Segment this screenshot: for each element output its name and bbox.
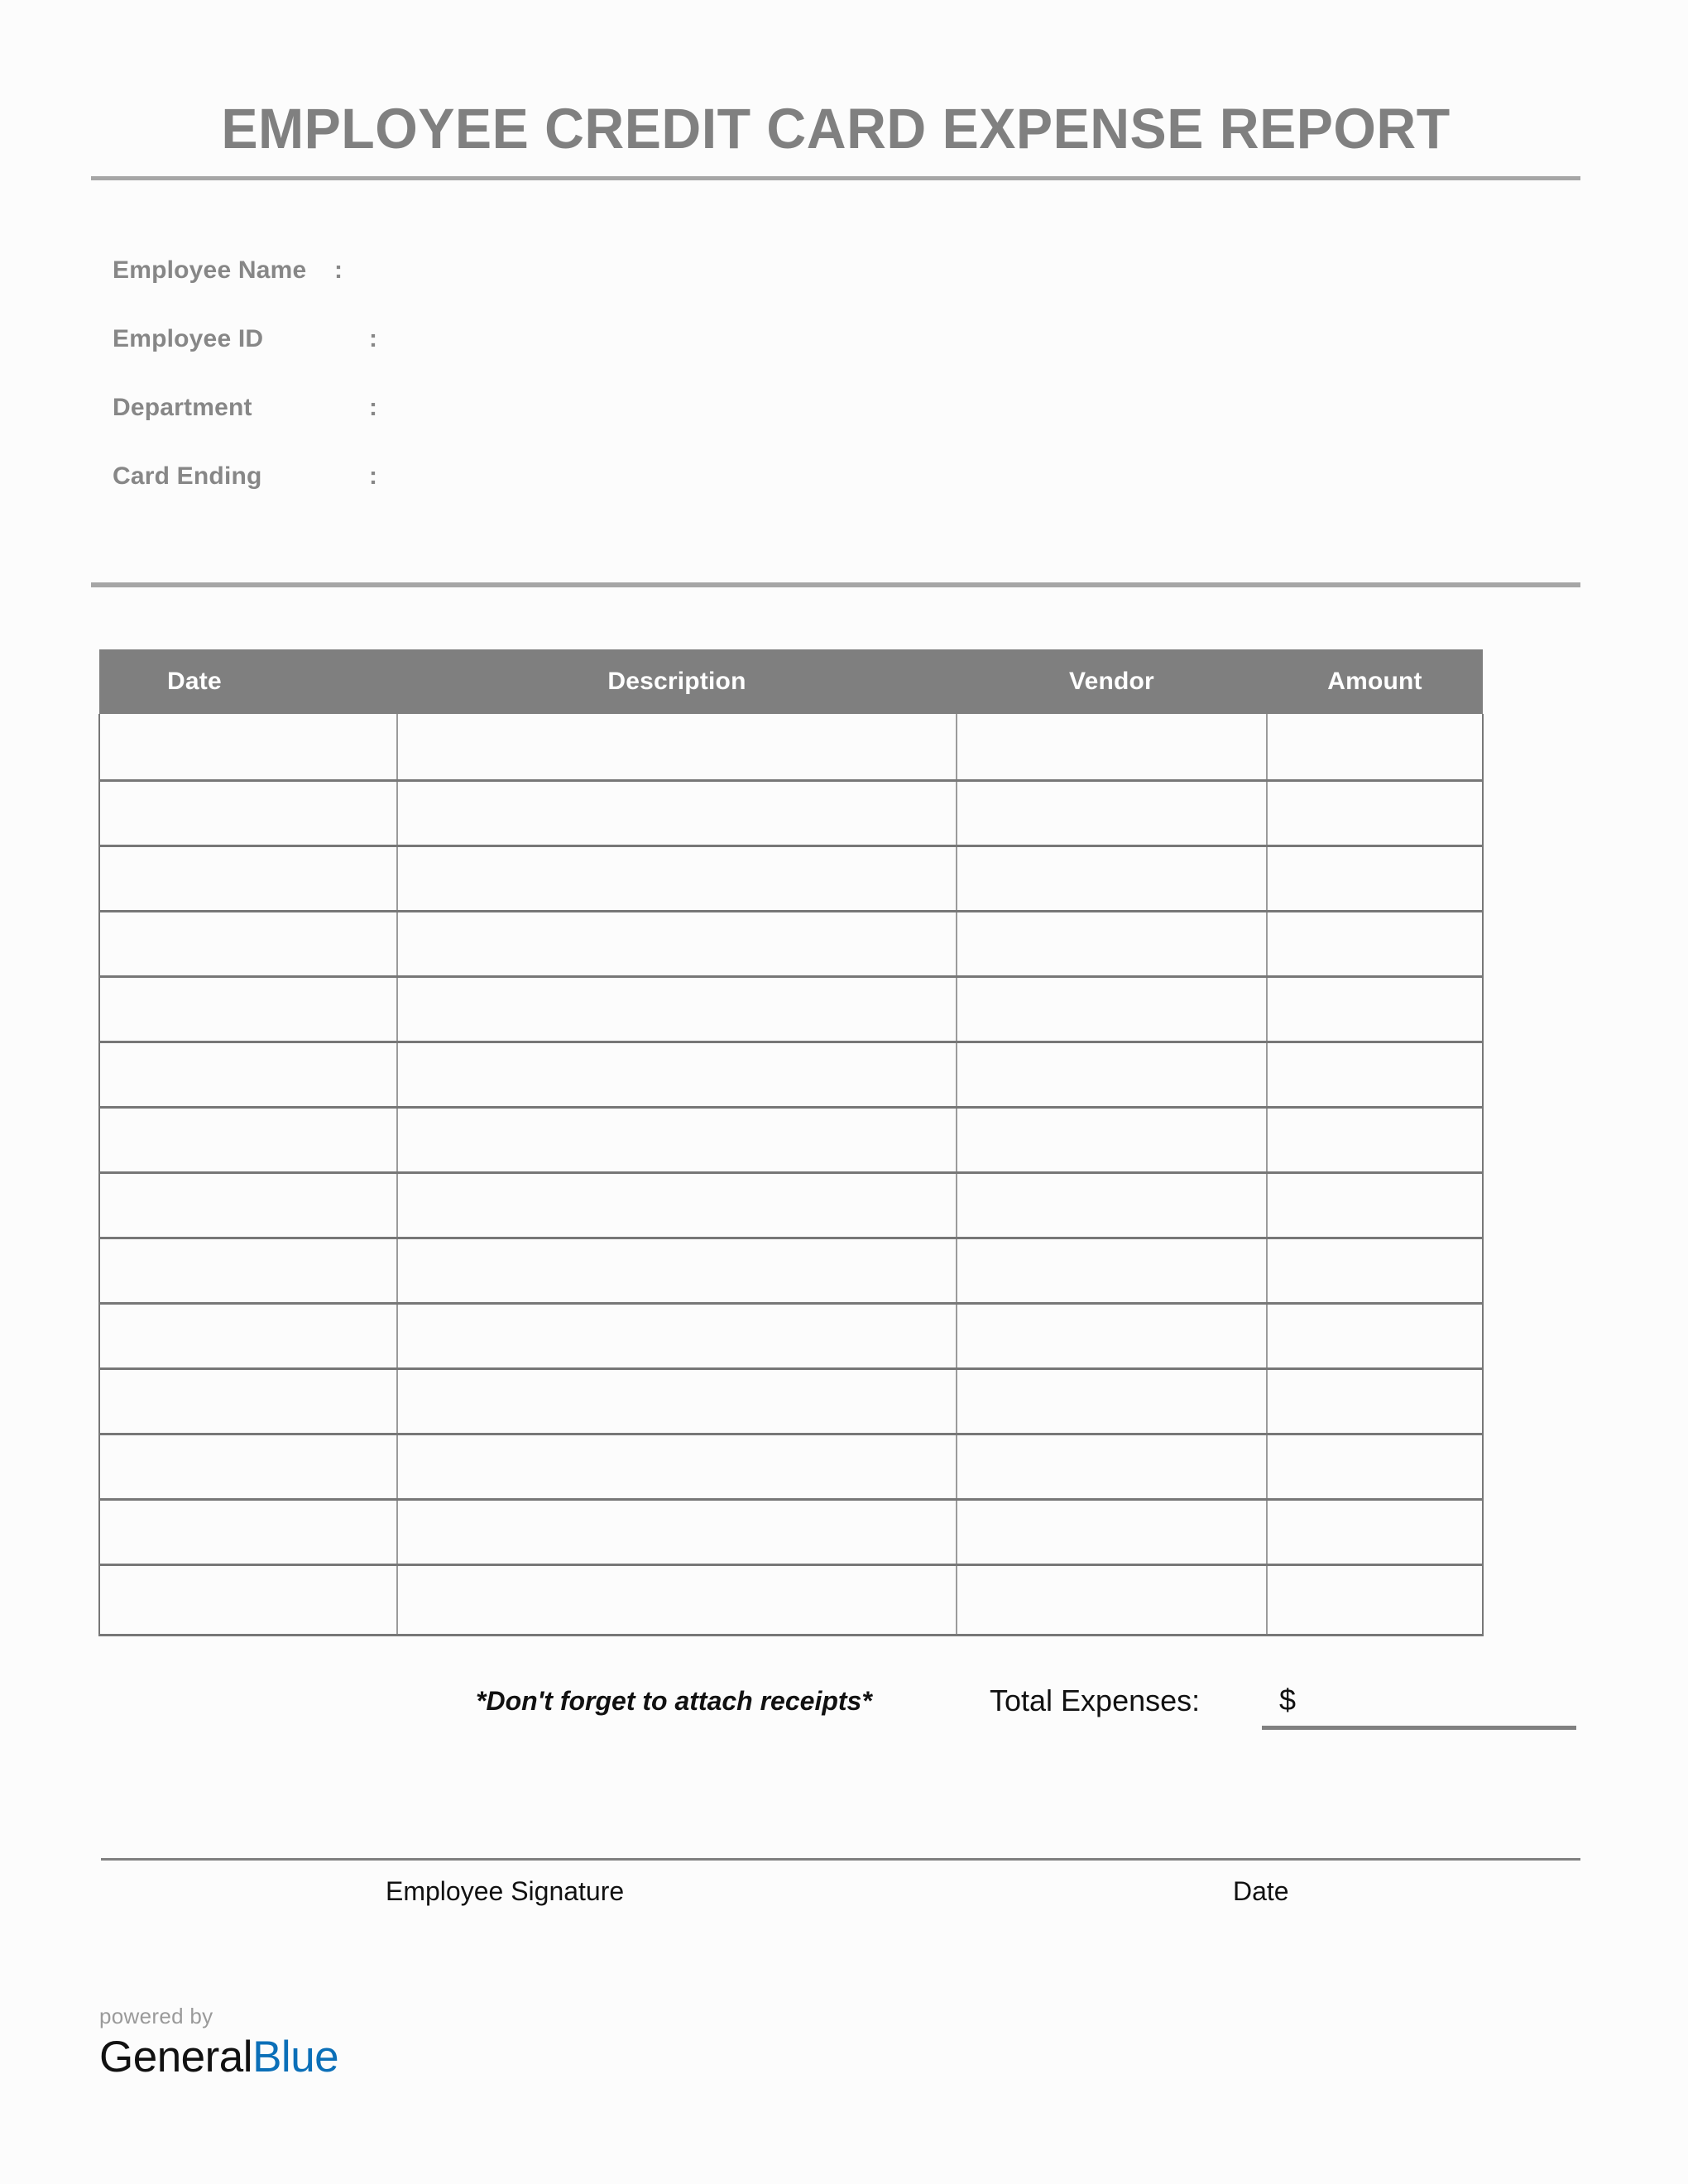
- cell-vendor[interactable]: [957, 912, 1267, 977]
- employee-identity-block: [113, 256, 857, 531]
- total-expenses-label: Total Expenses:: [990, 1684, 1201, 1717]
- cell-vendor[interactable]: [957, 1108, 1267, 1173]
- cell-date[interactable]: [99, 846, 397, 912]
- currency-symbol: $: [1279, 1683, 1297, 1717]
- brand-general-text: General: [99, 2033, 253, 2081]
- table-row: [99, 1304, 1483, 1369]
- table-row: [99, 781, 1483, 846]
- employee-name-label: Employee Name: [113, 256, 307, 284]
- generalblue-logo: [99, 2002, 338, 2083]
- field-card-ending: [113, 462, 857, 531]
- cell-description[interactable]: [397, 1173, 957, 1238]
- cell-description[interactable]: [397, 1369, 957, 1434]
- field-employee-id: [113, 325, 857, 394]
- column-header-description: Description: [397, 649, 957, 714]
- cell-date[interactable]: [99, 1565, 397, 1636]
- brand-blue-text: Blue: [252, 2033, 339, 2081]
- cell-vendor[interactable]: [957, 1304, 1267, 1369]
- table-row: [99, 1500, 1483, 1565]
- cell-amount[interactable]: [1267, 1042, 1483, 1108]
- cell-amount[interactable]: [1267, 912, 1483, 977]
- table-row: [99, 846, 1483, 912]
- cell-amount[interactable]: [1267, 714, 1483, 781]
- cell-description[interactable]: [397, 1042, 957, 1108]
- cell-description[interactable]: [397, 1500, 957, 1565]
- brand-wordmark: [99, 2032, 338, 2083]
- expense-table: [98, 649, 1484, 1636]
- cell-date[interactable]: [99, 1042, 397, 1108]
- cell-vendor[interactable]: [957, 1500, 1267, 1565]
- cell-date[interactable]: [99, 912, 397, 977]
- cell-description[interactable]: [397, 781, 957, 846]
- powered-by-text: powered by: [99, 2004, 213, 2028]
- cell-date[interactable]: [99, 714, 397, 781]
- column-header-amount: Amount: [1267, 649, 1483, 714]
- cell-description[interactable]: [397, 1108, 957, 1173]
- cell-description[interactable]: [397, 1238, 957, 1304]
- page-title-container: [91, 88, 1580, 170]
- column-header-date: Date: [99, 649, 397, 714]
- page-title: EMPLOYEE CREDIT CARD EXPENSE REPORT: [221, 97, 1451, 160]
- cell-amount[interactable]: [1267, 1238, 1483, 1304]
- table-row: [99, 1238, 1483, 1304]
- cell-vendor[interactable]: [957, 1434, 1267, 1500]
- cell-date[interactable]: [99, 1434, 397, 1500]
- table-row: [99, 1369, 1483, 1434]
- field-employee-name: [113, 256, 857, 325]
- employee-name-colon: :: [334, 256, 343, 284]
- cell-description[interactable]: [397, 714, 957, 781]
- signature-date-label: Date: [1233, 1876, 1289, 1906]
- department-label: Department: [113, 394, 252, 421]
- cell-vendor[interactable]: [957, 781, 1267, 846]
- signature-divider-rule: [101, 1858, 1580, 1861]
- table-header-row: [99, 649, 1483, 714]
- identity-divider-rule: [91, 582, 1580, 587]
- cell-amount[interactable]: [1267, 1304, 1483, 1369]
- cell-amount[interactable]: [1267, 1434, 1483, 1500]
- cell-description[interactable]: [397, 1304, 957, 1369]
- cell-vendor[interactable]: [957, 714, 1267, 781]
- cell-vendor[interactable]: [957, 1238, 1267, 1304]
- employee-signature-label: Employee Signature: [386, 1876, 625, 1906]
- column-header-vendor: Vendor: [957, 649, 1267, 714]
- cell-description[interactable]: [397, 846, 957, 912]
- cell-vendor[interactable]: [957, 846, 1267, 912]
- table-row: [99, 1434, 1483, 1500]
- cell-vendor[interactable]: [957, 1565, 1267, 1636]
- field-department: [113, 394, 857, 462]
- cell-date[interactable]: [99, 781, 397, 846]
- cell-amount[interactable]: [1267, 1108, 1483, 1173]
- cell-vendor[interactable]: [957, 977, 1267, 1042]
- cell-description[interactable]: [397, 1434, 957, 1500]
- table-row: [99, 1173, 1483, 1238]
- cell-vendor[interactable]: [957, 1369, 1267, 1434]
- card-ending-colon: :: [369, 462, 377, 490]
- department-colon: :: [369, 394, 377, 421]
- cell-description[interactable]: [397, 912, 957, 977]
- cell-amount[interactable]: [1267, 1565, 1483, 1636]
- cell-vendor[interactable]: [957, 1042, 1267, 1108]
- expense-table-header: [99, 649, 1483, 714]
- total-expenses-input-line[interactable]: [1262, 1726, 1576, 1730]
- cell-date[interactable]: [99, 1108, 397, 1173]
- cell-date[interactable]: [99, 1500, 397, 1565]
- employee-id-colon: :: [369, 325, 377, 352]
- cell-amount[interactable]: [1267, 1173, 1483, 1238]
- table-row: [99, 1565, 1483, 1636]
- table-row: [99, 1108, 1483, 1173]
- table-row: [99, 1042, 1483, 1108]
- cell-description[interactable]: [397, 977, 957, 1042]
- cell-date[interactable]: [99, 1369, 397, 1434]
- cell-description[interactable]: [397, 1565, 957, 1636]
- cell-amount[interactable]: [1267, 846, 1483, 912]
- employee-id-label: Employee ID: [113, 325, 264, 352]
- cell-date[interactable]: [99, 977, 397, 1042]
- table-row: [99, 912, 1483, 977]
- cell-amount[interactable]: [1267, 1369, 1483, 1434]
- expense-table-body: [99, 714, 1483, 1636]
- title-divider-rule: [91, 176, 1580, 180]
- cell-amount[interactable]: [1267, 781, 1483, 846]
- table-row: [99, 977, 1483, 1042]
- card-ending-label: Card Ending: [113, 462, 262, 490]
- cell-amount[interactable]: [1267, 1500, 1483, 1565]
- cell-date[interactable]: [99, 1238, 397, 1304]
- cell-amount[interactable]: [1267, 977, 1483, 1042]
- cell-vendor[interactable]: [957, 1173, 1267, 1238]
- cell-date[interactable]: [99, 1173, 397, 1238]
- cell-date[interactable]: [99, 1304, 397, 1369]
- attach-receipts-note: *Don't forget to attach receipts*: [476, 1686, 872, 1716]
- table-row: [99, 714, 1483, 781]
